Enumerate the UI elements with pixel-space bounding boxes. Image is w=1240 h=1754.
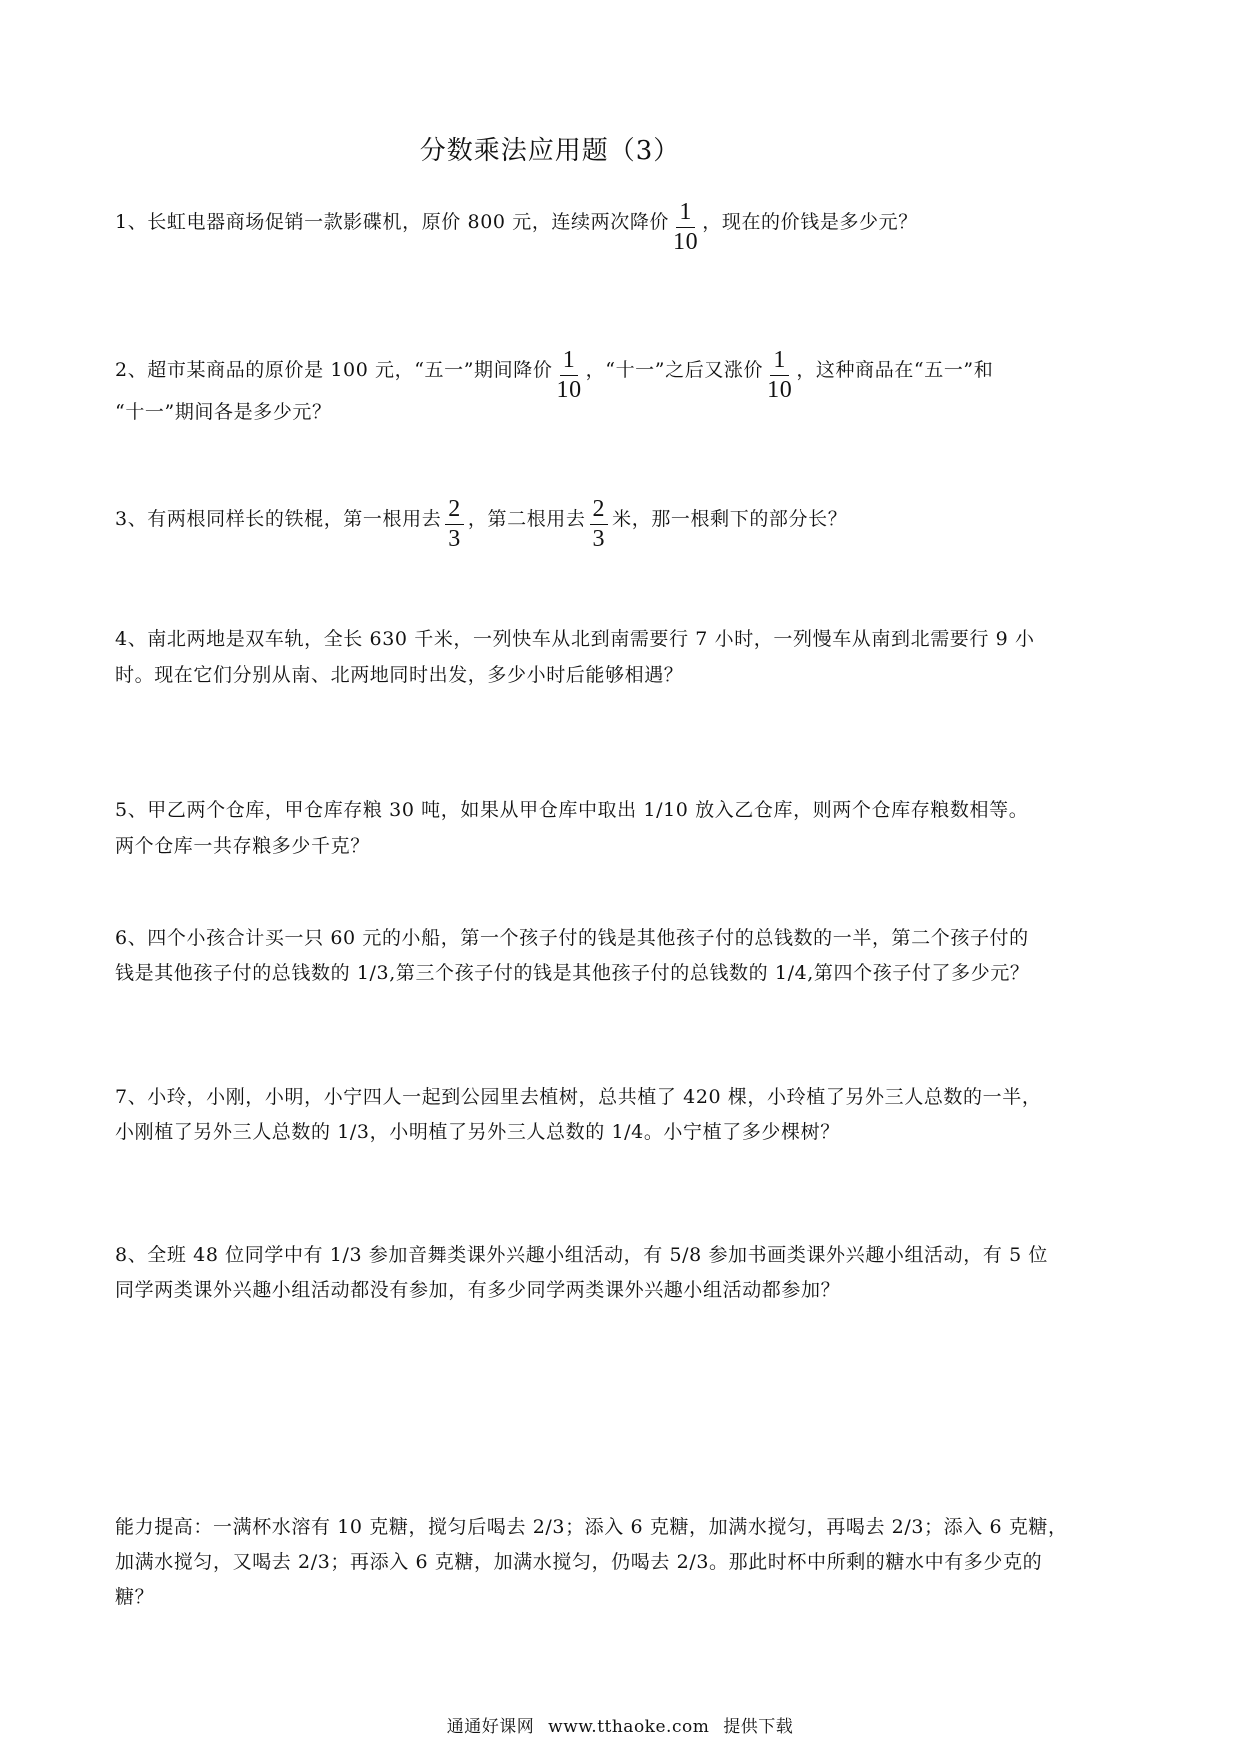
fraction-numerator: 1 bbox=[770, 348, 789, 376]
challenge-line-1: 能力提高：一满杯水溶有 10 克糖，搅匀后喝去 2/3；添入 6 克糖，加满水搅匀，再喝去 2/3；添入 6 克糖， bbox=[115, 1516, 1068, 1538]
question-3-text-post: 米，那一根剩下的部分长？ bbox=[612, 508, 848, 530]
fraction bbox=[445, 497, 464, 551]
fraction bbox=[556, 348, 581, 402]
question-5-line-1: 5、甲乙两个仓库，甲仓库存粮 30 吨，如果从甲仓库中取出 1/10 放入乙仓库，则两个仓库存粮数相等。 bbox=[115, 799, 1029, 821]
challenge-line-3: 糖？ bbox=[115, 1586, 155, 1608]
question-2-line-2: “十一”期间各是多少元？ bbox=[115, 401, 332, 423]
question-6-line-1: 6、四个小孩合计买一只 60 元的小船，第一个孩子付的钱是其他孩子付的总钱数的一半，第二个孩子付的 bbox=[115, 927, 1029, 949]
fraction-denominator: 10 bbox=[673, 229, 699, 255]
fraction-denominator: 3 bbox=[448, 526, 461, 552]
question-4-line-2: 时。现在它们分别从南、北两地同时出发，多少小时后能够相遇？ bbox=[115, 664, 684, 686]
question-4-line-1: 4、南北两地是双车轨，全长 630 千米，一列快车从北到南需要行 7 小时，一列慢车从南到北需要行 9 小 bbox=[115, 628, 1035, 650]
fraction-numerator: 2 bbox=[445, 497, 464, 525]
footer bbox=[0, 1712, 1240, 1737]
question-2-text-pre: 2、超市某商品的原价是 100 元，“五一”期间降价 bbox=[115, 359, 553, 381]
question-1 bbox=[115, 200, 1125, 254]
question-2-text-post: ，这种商品在“五一”和 bbox=[796, 359, 994, 381]
fraction-numerator: 2 bbox=[590, 497, 609, 525]
question-5-line-2: 两个仓库一共存粮多少千克？ bbox=[115, 835, 370, 857]
fraction-denominator: 3 bbox=[592, 526, 606, 552]
fraction bbox=[590, 497, 609, 551]
footer-note: 提供下载 bbox=[723, 1717, 794, 1737]
question-3-text-mid: ，第二根用去 bbox=[467, 508, 586, 530]
fraction-numerator: 1 bbox=[676, 200, 695, 228]
page-title: 分数乘法应用题（3） bbox=[419, 136, 681, 166]
question-2-text-mid: ，“十一”之后又涨价 bbox=[585, 359, 764, 381]
question-8-line-1: 8、全班 48 位同学中有 1/3 参加音舞类课外兴趣小组活动，有 5/8 参加书画类课外兴趣小组活动，有 5 位 bbox=[115, 1244, 1049, 1266]
question-3 bbox=[115, 497, 1125, 551]
question-6-line-2: 钱是其他孩子付的总钱数的 1/3,第三个孩子付的钱是其他孩子付的总钱数的 1/4,第四个孩子付了多少元？ bbox=[115, 962, 1030, 984]
question-7-line-1: 7、小玲，小刚，小明，小宁四人一起到公园里去植树，总共植了 420 棵，小玲植了另外三人总数的一半， bbox=[115, 1086, 1042, 1108]
fraction-denominator: 10 bbox=[556, 377, 582, 403]
question-1-text-post: ，现在的价钱是多少元？ bbox=[702, 211, 918, 233]
fraction-numerator: 1 bbox=[560, 348, 579, 376]
question-1-text-pre: 1、长虹电器商场促销一款影碟机，原价 800 元，连续两次降价 bbox=[115, 211, 670, 233]
footer-site-name: 通通好课网 bbox=[446, 1717, 535, 1737]
fraction bbox=[673, 200, 698, 254]
fraction bbox=[767, 348, 792, 402]
question-7-line-2: 小刚植了另外三人总数的 1/3，小明植了另外三人总数的 1/4。小宁植了多少棵树？ bbox=[115, 1121, 840, 1143]
question-8-line-2: 同学两类课外兴趣小组活动都没有参加，有多少同学两类课外兴趣小组活动都参加？ bbox=[115, 1279, 841, 1301]
question-3-text-pre: 3、有两根同样长的铁棍，第一根用去 bbox=[115, 508, 442, 530]
fraction-denominator: 10 bbox=[767, 377, 793, 403]
question-2 bbox=[115, 348, 1125, 402]
footer-url[interactable]: www.tthaoke.com bbox=[548, 1717, 710, 1737]
challenge-line-2: 加满水搅匀，又喝去 2/3；再添入 6 克糖，加满水搅匀，仍喝去 2/3。那此时杯中所剩的糖水中有多少克的 bbox=[115, 1551, 1043, 1573]
